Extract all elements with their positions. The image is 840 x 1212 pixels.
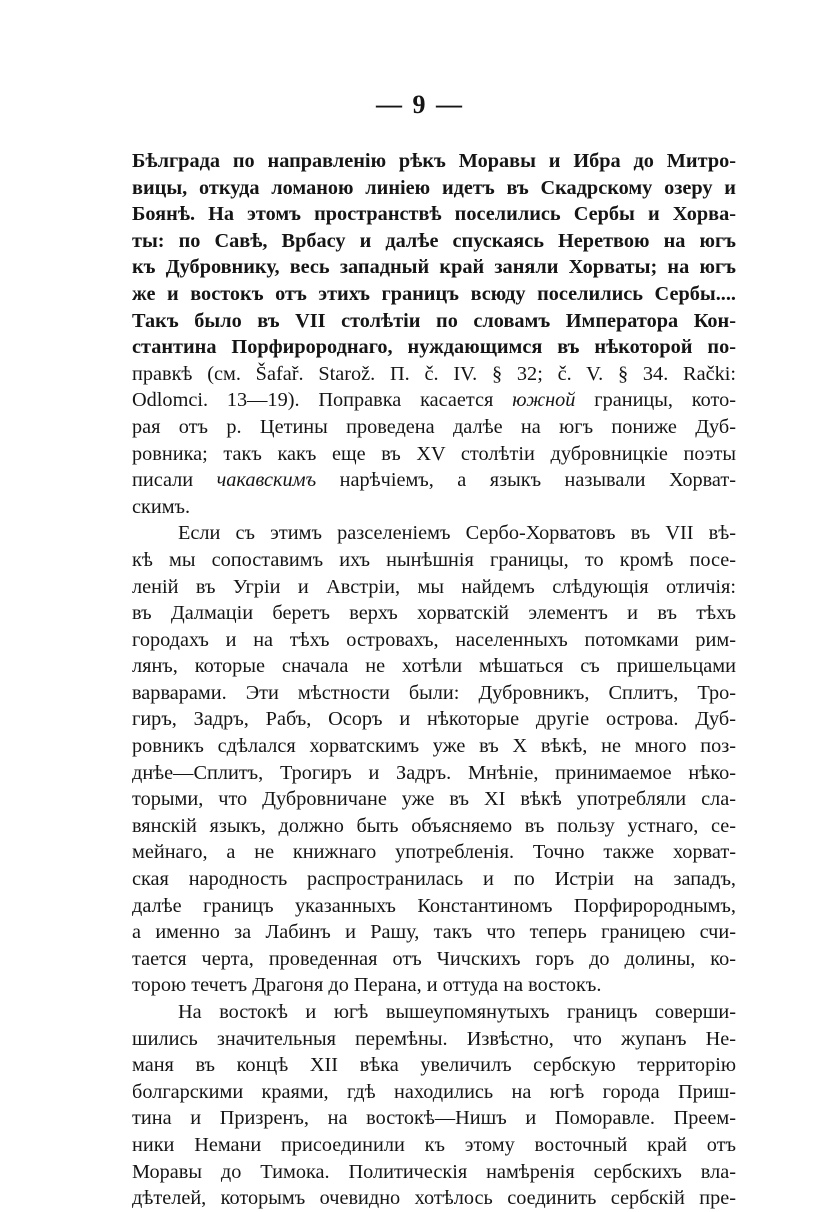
text-line: варварами. Эти мѣстности были: Дубровникъ, Сплитъ, Тро- <box>132 681 736 704</box>
text-line: дѣтелей, которымъ очевидно хотѣлось соединить сербскій пре- <box>132 1187 736 1210</box>
text-line: вянскій языкъ, должно быть объясняемо въ пользу устнаго, се- <box>132 814 736 837</box>
text-line: торою течетъ Драгоня до Перана, и оттуда на востокъ. <box>132 974 602 997</box>
text-line: же и востокъ отъ этихъ границъ всюду поселились Сербы.... <box>132 282 736 305</box>
text-line: Бѣлграда по направленію рѣкъ Моравы и Ибра до Митро- <box>132 150 736 172</box>
text-line: торыми, что Дубровничане уже въ XI вѣкѣ употребляли сла- <box>132 788 736 811</box>
text-line: ская народность распространилась и по Истріи на западъ, <box>132 868 736 891</box>
text-line: Моравы до Тимока. Политическія намѣренія сербскихъ вла- <box>132 1160 736 1183</box>
text-line: стантина Порфиророднаго, нуждающимся въ нѣкоторой по- <box>132 336 736 359</box>
text-line: болгарскими краями, гдѣ находились на югѣ города Приш- <box>132 1080 736 1103</box>
paragraph <box>132 999 736 1212</box>
text-line: днѣе—Сплитъ, Трогиръ и Задръ. Мнѣніе, принимаемое нѣко- <box>132 761 736 784</box>
text-line: въ Далмаціи беретъ верхъ хорватскій элементъ и въ тѣхъ <box>132 602 736 625</box>
text-line: Если съ этимъ разселеніемъ Сербо-Хорватовъ въ VII вѣ- <box>178 522 736 545</box>
page-number: — 9 — <box>376 90 464 119</box>
text-line: ники Немани присоединили къ этому восточный край отъ <box>132 1133 736 1156</box>
text-line: а именно за Лабинъ и Рашу, такъ что теперь границею счи- <box>132 921 736 944</box>
text-line: гиръ, Задръ, Рабъ, Осоръ и нѣкоторые другіе острова. Дуб- <box>132 708 736 731</box>
body-text <box>132 148 736 1212</box>
paragraph <box>132 520 736 999</box>
text-line: Боянѣ. На этомъ пространствѣ поселились Сербы и Хорва- <box>132 203 736 226</box>
text-line: скимъ. <box>132 495 191 518</box>
text-line: къ Дубровнику, весь западный край заняли Хорваты; на югъ <box>132 256 736 279</box>
text-line: тина и Призренъ, на востокѣ—Нишъ и Поморавле. Преем- <box>132 1107 736 1130</box>
text-line: Odlomci. 13—19). Поправка касается южной границы, кото- <box>132 389 736 412</box>
text-line: городахъ и на тѣхъ островахъ, населенныхъ потомками рим- <box>132 628 736 651</box>
text-line: ты: по Савѣ, Врбасу и далѣе спускаясь Неретвою на югъ <box>132 229 736 252</box>
text-line: маня въ концѣ XII вѣка увеличилъ сербскую территорію <box>132 1054 736 1077</box>
text-line: шились значительныя перемѣны. Извѣстно, что жупанъ Не- <box>132 1027 736 1050</box>
text-line: кѣ мы сопоставимъ ихъ нынѣшнія границы, то кромѣ посе- <box>132 548 736 571</box>
text-line: вицы, откуда ломаною линіею идетъ въ Скадрскому озеру и <box>132 176 736 199</box>
text-line: рая отъ р. Цетины проведена далѣе на югъ пониже Дуб- <box>132 415 736 438</box>
text-line: мейнаго, а не книжнаго употребленія. Точно также хорват- <box>132 841 736 864</box>
text-line: лянъ, которые сначала не хотѣли мѣшаться съ пришельцами <box>132 655 736 678</box>
text-line: ровникъ сдѣлался хорватскимъ уже въ X вѣкѣ, не много поз- <box>132 735 736 758</box>
text-line: тается черта, проведенная отъ Чичскихъ горъ до долины, ко- <box>132 947 736 970</box>
paragraph <box>132 148 736 520</box>
text-line: правкѣ (см. Šafař. Starož. П. č. IV. § 32; č. V. § 34. Rački: <box>132 362 736 385</box>
text-line: писали чакавскимъ нарѣчіемъ, а языкъ называли Хорват- <box>132 469 736 492</box>
text-line: На востокѣ и югѣ вышеупомянутыхъ границъ соверши- <box>178 1001 736 1023</box>
text-line: ровника; такъ какъ еще въ XV столѣтіи дубровницкіе поэты <box>132 442 736 465</box>
text-line: Такъ было въ VII столѣтіи по словамъ Императора Кон- <box>132 309 736 332</box>
text-line: леній въ Угріи и Австріи, мы найдемъ слѣдующія отличія: <box>132 575 736 598</box>
text-line: далѣе границъ указанныхъ Константиномъ Порфиророднымъ, <box>132 894 736 917</box>
